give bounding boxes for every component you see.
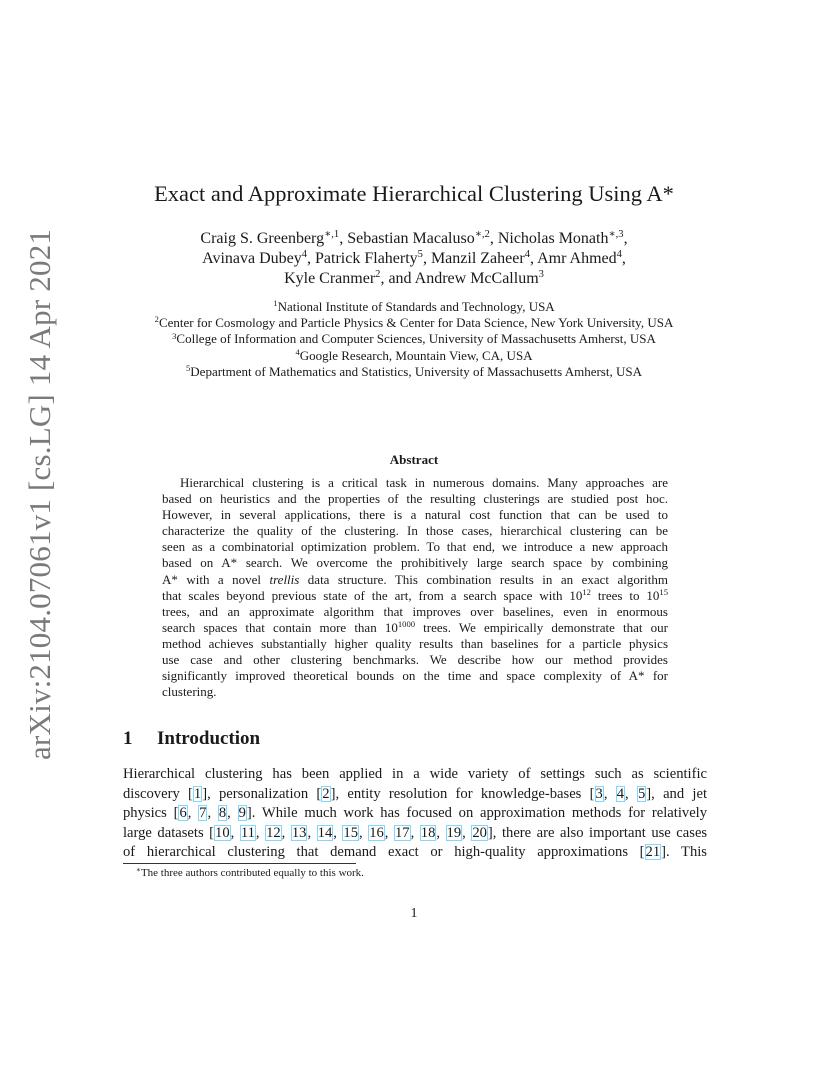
abstract-line: use case and other clustering benchmarks. We describe how our method provides [162, 652, 668, 668]
affiliation [0, 331, 828, 347]
affiliation-text: Google Research, Mountain View, CA, USA [299, 347, 533, 363]
abstract-line: based on A* search. We overcome the prohibitively large search space by combining [162, 555, 668, 571]
citation-link[interactable]: 7 [199, 805, 207, 821]
abstract-heading: Abstract [389, 452, 439, 467]
abstract-line: Hierarchical clustering is a critical task in numerous domains. Many approaches are [180, 475, 668, 490]
citation-link[interactable]: 19 [446, 824, 462, 841]
citation-link[interactable]: 11 [240, 824, 255, 841]
abstract-line: significantly improved theoretical bounds on the time and space complexity of A* for [162, 668, 668, 684]
intro-line: Hierarchical clustering has been applied in a wide variety of settings such as scientific [123, 766, 707, 782]
citation-link[interactable]: 9 [238, 805, 246, 821]
author-affil: 2 [375, 269, 381, 281]
footnote-text: The three authors contributed equally to this work. [140, 867, 364, 879]
abstract-text: search spaces that contain more than 10 [162, 619, 398, 635]
author-line: Craig S. Greenberg$^{∗,1}$, Sebastian Macaluso$^{∗,2}$, Nicholas Monath$^{∗,3}$, [200, 229, 628, 247]
abstract-line [162, 588, 668, 604]
abstract-text: data structure. This combination results in an exact algorithm [299, 571, 668, 587]
citation-link[interactable]: 21 [645, 844, 661, 860]
citation-link[interactable]: 16 [369, 824, 384, 841]
page-number: 1 [410, 906, 418, 921]
author-name: , Patrick Flaherty [307, 250, 418, 267]
citation-link[interactable]: 6 [179, 805, 187, 821]
intro-line: of hierarchical clustering that demand exact or high-quality approximations [21]. This [123, 844, 707, 860]
affiliation-list [0, 299, 828, 380]
intro-text: discovery [123, 785, 189, 802]
exponent: 1000 [397, 619, 416, 630]
author-affil: 5 [417, 249, 423, 261]
author-list [0, 229, 828, 289]
author-affil: 3 [538, 269, 544, 281]
author-line [0, 269, 828, 289]
affiliation [0, 364, 828, 380]
exponent: 12 [582, 586, 591, 597]
author-affil: ∗,2 [474, 229, 490, 241]
intro-text: large datasets [123, 824, 210, 841]
abstract-text: A* with a novel [162, 571, 270, 587]
citation-link[interactable]: 1 [193, 785, 202, 802]
affiliation-marker: 5 [186, 363, 191, 374]
author-affil: ∗,1 [324, 229, 340, 241]
intro-text: , personalization [207, 785, 317, 802]
affiliation-text: National Institute of Standards and Technology, USA [277, 299, 555, 314]
intro-paragraph [123, 765, 707, 863]
author-affil: ∗,3 [608, 229, 624, 241]
intro-line: physics [6, 7, 8, 9]. While much work has focused on approximation methods for relatively [123, 805, 708, 821]
author-name: , and Andrew McCallum [380, 270, 539, 287]
abstract-emphasis: trellis [269, 571, 300, 587]
abstract-line: trees, and an approximate algorithm that improves over baselines, even in enormous [162, 603, 668, 619]
citation-link[interactable]: 14 [317, 824, 333, 841]
citation-link[interactable]: 5 [637, 785, 646, 802]
paper-title: Exact and Approximate Hierarchical Clustering Using A* [154, 181, 674, 206]
citation-link[interactable]: 13 [291, 824, 307, 841]
abstract-body [162, 475, 668, 700]
citation-link[interactable]: 15 [343, 824, 359, 841]
footnote-marker: ∗ [136, 866, 141, 875]
author-name: , Nicholas Monath [489, 230, 609, 247]
abstract-line: However, in several applications, there is a natural cost function that can be used to [162, 507, 668, 523]
footnote-rule [123, 863, 356, 864]
arxiv-identifier: arXiv:2104.07061v1 [cs.LG] 14 Apr 2021 [22, 228, 57, 760]
section-number: 1 [123, 728, 133, 749]
author-name: , Sebastian Macaluso [339, 230, 475, 247]
abstract-text: trees. We empirically demonstrate that our [415, 619, 668, 635]
abstract-line [162, 572, 668, 588]
abstract-line: clustering. [162, 684, 217, 700]
affiliation-marker: 1 [273, 298, 278, 309]
intro-text: of hierarchical clustering that demand exact or high-quality approximations [123, 844, 640, 860]
footnote [136, 867, 364, 879]
abstract-line: characterize the quality of the clustering. In those cases, hierarchical clustering can be [162, 523, 668, 539]
citation-link[interactable]: 20 [472, 824, 487, 841]
intro-text: . This [666, 844, 707, 860]
author-affil: 4 [524, 249, 530, 261]
citation-link[interactable]: 3 [595, 785, 603, 802]
author-separator: , [621, 250, 626, 267]
affiliation [0, 348, 828, 364]
affiliation-text: College of Information and Computer Sciences, University of Massachusetts Amherst, USA [176, 331, 656, 347]
affiliation-text: Department of Mathematics and Statistics, University of Massachusetts Amherst, USA [190, 363, 642, 379]
affiliation [0, 299, 828, 315]
citation-link[interactable]: 18 [420, 824, 436, 841]
citation-link[interactable]: 12 [266, 824, 281, 841]
intro-text: , entity resolution for knowledge-bases [335, 785, 590, 802]
intro-text: . While much work has focused on approximation methods for relatively [251, 805, 708, 821]
abstract-text: that scales beyond previous state of the art, from a search space with 10 [162, 587, 583, 603]
citation-link[interactable]: 2 [322, 785, 330, 802]
section-heading [123, 728, 260, 750]
author-name: Avinava Dubey [202, 250, 302, 267]
abstract-line: seen as a combinatorial optimization problem. To that end, we introduce a new approach [162, 539, 668, 555]
affiliation-marker: 4 [295, 346, 300, 357]
affiliation [0, 315, 828, 331]
citation-link[interactable]: 10 [215, 824, 230, 841]
abstract-line: method achieves substantially higher quality results than baselines for a particle physics [162, 635, 668, 651]
citation-link[interactable]: 17 [394, 824, 410, 841]
affiliation-marker: 2 [154, 314, 159, 325]
author-line [0, 249, 828, 269]
author-name: Craig S. Greenberg [200, 230, 325, 247]
intro-text: , and jet [651, 785, 708, 802]
author-name: , Manzil Zaheer [422, 250, 525, 267]
affiliation-marker: 3 [172, 330, 177, 341]
author-name: , Amr Ahmed [529, 250, 617, 267]
author-affil: 4 [301, 249, 308, 261]
intro-text: , there are also important use cases [492, 824, 708, 841]
author-affil: 4 [616, 249, 622, 261]
citation-link[interactable]: 4 [616, 785, 625, 802]
section-title: Introduction [157, 728, 261, 749]
author-name: Kyle Cranmer [284, 270, 376, 287]
affiliation-text: Center for Cosmology and Particle Physics & Center for Data Science, New York University, USA [158, 315, 674, 331]
intro-line: large datasets [10, 11, 12, 13, 14, 15, 16, 17, 18, 19, 20], there are also important use cases [123, 824, 708, 841]
citation-link[interactable]: 8 [218, 805, 227, 821]
intro-text: physics [123, 805, 174, 821]
abstract-text: trees to 10 [590, 587, 660, 603]
abstract-line: based on heuristics and the properties of the resulting clusterings are studied post hoc. [162, 491, 668, 507]
abstract-line [162, 620, 668, 636]
exponent: 15 [659, 586, 668, 597]
intro-line: discovery [1], personalization [2], entity resolution for knowledge-bases [3, 4, 5], and jet [123, 785, 708, 802]
